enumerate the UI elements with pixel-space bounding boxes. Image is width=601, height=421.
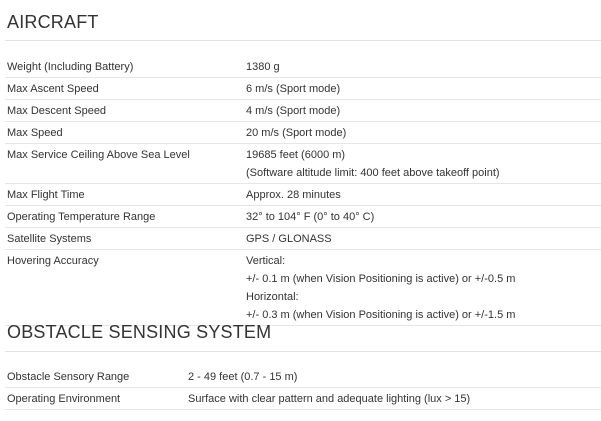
spec-value: 2 - 49 feet (0.7 - 15 m): [188, 371, 298, 383]
spec-row-obstacle-sensory-range: [5, 366, 601, 388]
section-title-aircraft: AIRCRAFT: [7, 12, 99, 32]
section-title-obstacle-sensing: OBSTACLE SENSING SYSTEM: [7, 322, 272, 342]
spec-row-hovering-accuracy: [5, 250, 601, 326]
spec-row-operating-temperature: [5, 206, 601, 228]
spec-value: Horizontal:: [246, 291, 299, 303]
spec-row-operating-environment: [5, 388, 601, 410]
spec-label: Operating Environment: [7, 393, 121, 405]
section-divider: [5, 351, 601, 352]
spec-value: 6 m/s (Sport mode): [246, 83, 341, 95]
spec-label: Obstacle Sensory Range: [7, 371, 130, 383]
obstacle-sensing-spec-table: [5, 366, 601, 410]
spec-value: Surface with clear pattern and adequate lighting (lux > 15): [188, 393, 471, 405]
spec-label: Weight (Including Battery): [7, 61, 134, 73]
spec-value: 4 m/s (Sport mode): [246, 105, 341, 117]
spec-label: Operating Temperature Range: [7, 211, 156, 223]
spec-value: 20 m/s (Sport mode): [246, 127, 347, 139]
spec-label: Max Descent Speed: [7, 105, 107, 117]
spec-value: 32° to 104° F (0° to 40° C): [246, 211, 375, 223]
aircraft-spec-table: [5, 56, 601, 326]
spec-value: Vertical:: [246, 255, 286, 267]
spec-label: Max Speed: [7, 127, 63, 139]
spec-row-max-ascent-speed: [5, 78, 601, 100]
spec-value: +/- 0.3 m (when Vision Positioning is active) or +/-1.5 m: [246, 309, 516, 321]
spec-label: Max Service Ceiling Above Sea Level: [7, 149, 190, 161]
spec-label: Satellite Systems: [7, 233, 92, 245]
spec-value: Approx. 28 minutes: [246, 189, 341, 201]
spec-row-weight: [5, 56, 601, 78]
spec-label: Max Ascent Speed: [7, 83, 99, 95]
spec-value: +/- 0.1 m (when Vision Positioning is active) or +/-0.5 m: [246, 273, 516, 285]
section-divider: [5, 40, 601, 41]
spec-row-satellite-systems: [5, 228, 601, 250]
spec-row-max-flight-time: [5, 184, 601, 206]
spec-row-max-descent-speed: [5, 100, 601, 122]
spec-row-max-service-ceiling: [5, 144, 601, 184]
spec-value: 1380 g: [246, 61, 280, 73]
spec-row-max-speed: [5, 122, 601, 144]
spec-label: Hovering Accuracy: [7, 255, 99, 267]
spec-value: (Software altitude limit: 400 feet above takeoff point): [246, 167, 500, 179]
spec-label: Max Flight Time: [7, 189, 85, 201]
spec-value: 19685 feet (6000 m): [246, 149, 346, 161]
spec-value: GPS / GLONASS: [246, 233, 332, 245]
